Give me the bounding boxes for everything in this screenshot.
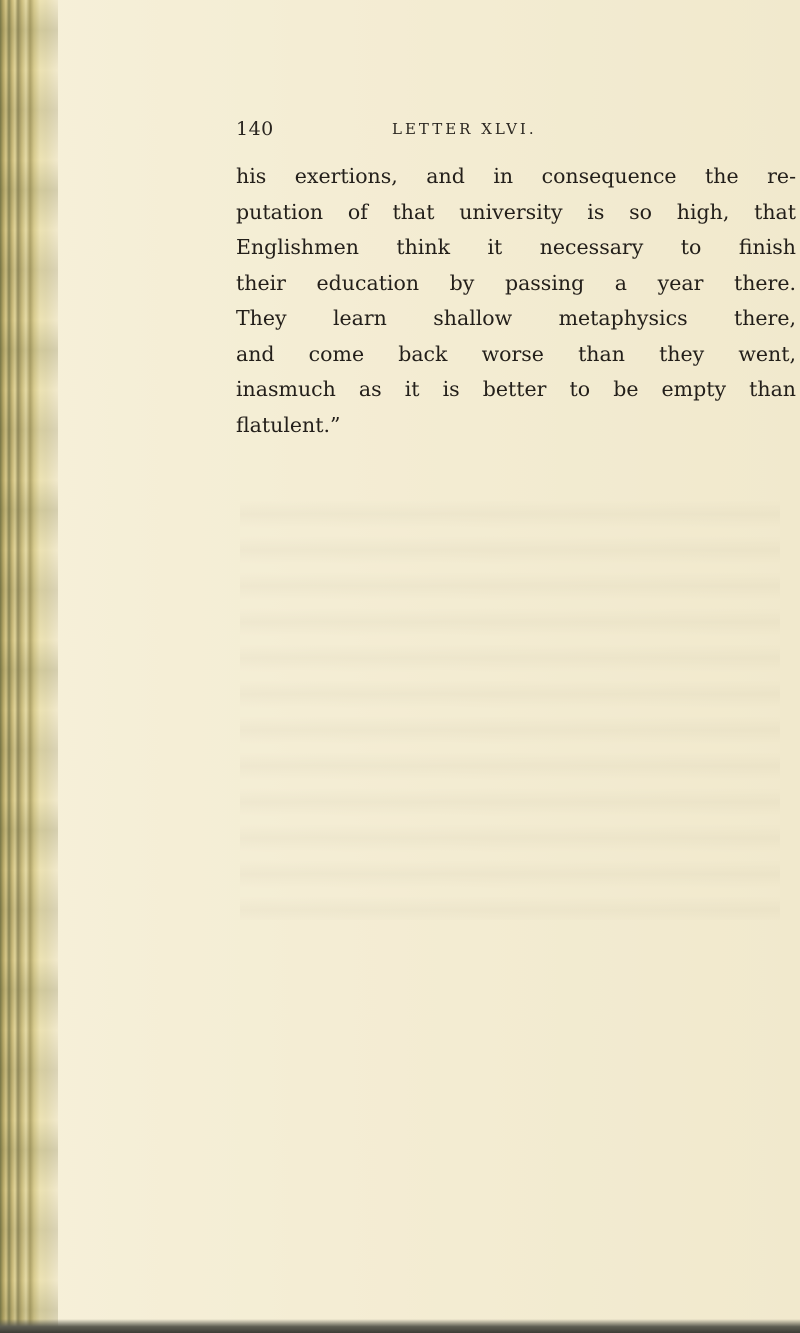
text-line: Englishmen think it necessary to finish [236, 235, 796, 259]
text-line: inasmuch as it is better to be empty than [236, 377, 796, 401]
text-line: flatulent.” [236, 412, 341, 437]
text-line: They learn shallow metaphysics there, [236, 306, 796, 330]
text-line: and come back worse than they went, [236, 341, 796, 366]
page-number: 140 [236, 118, 274, 140]
gutter-shadow [0, 0, 58, 1333]
text-line: their education by passing a year there. [236, 270, 796, 295]
running-head [236, 118, 776, 148]
page-bottom-edge [0, 1319, 800, 1333]
text-line: his exertions, and in consequence the re- [236, 164, 796, 188]
running-title: LETTER XLVI. [392, 120, 537, 138]
show-through-texture [240, 500, 780, 920]
body-text [236, 159, 796, 443]
text-line: putation of that university is so high, that [236, 199, 796, 224]
